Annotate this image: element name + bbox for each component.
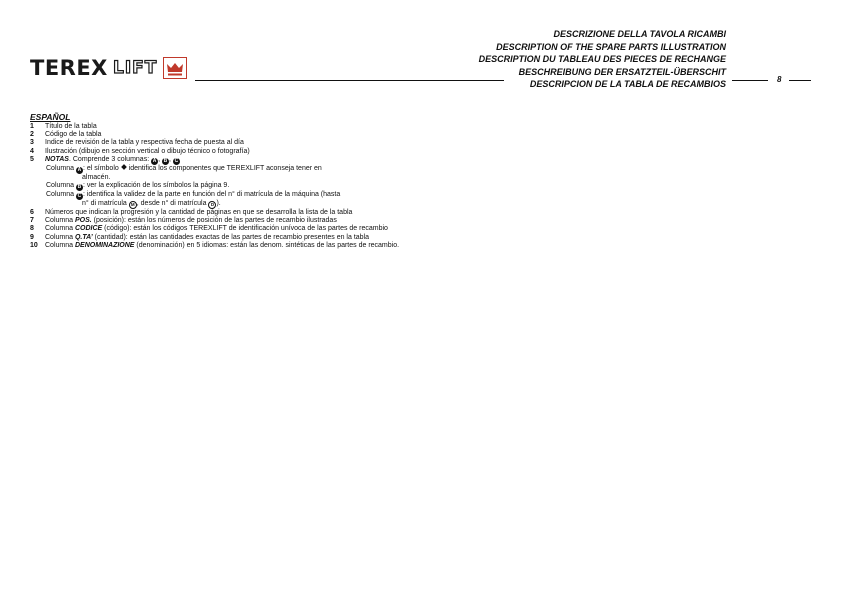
note-col-a-cont: almacén. bbox=[82, 173, 111, 181]
list-item: 6 Números que indican la progresión y la cantidad de páginas en que se desarrolla la lista de la tabla bbox=[30, 209, 353, 217]
list-item: 10 Columna DENOMINAZIONE (denominación) en 5 idiomas: están las denom. sintéticas de las partes de recambio. bbox=[30, 241, 400, 249]
col-a-icon: A bbox=[152, 157, 157, 164]
header-rule-mid bbox=[732, 80, 768, 81]
title-fr: DESCRIPTION DU TABLEAU DES PIECES DE RECHANGE bbox=[478, 54, 726, 64]
header-rule-left bbox=[195, 80, 504, 81]
list-item: 9 Columna Q.TA’ (cantidad): están las cantidades exactas de las partes de recambio presentes en la tabla bbox=[30, 233, 370, 241]
title-it: DESCRIZIONE DELLA TAVOLA RICAMBI bbox=[553, 29, 726, 39]
note-col-c-cont: n° di matrícula M , desde n° di matrícula D ). bbox=[82, 200, 221, 208]
page-number: 8 bbox=[777, 75, 782, 84]
diamond-icon bbox=[121, 164, 127, 170]
list-item: 1 Título de la tabla bbox=[30, 123, 97, 130]
col-b-icon: B bbox=[163, 157, 168, 164]
note-col-b: Columna B : ver la explicación de los símbolos la página 9. bbox=[46, 182, 230, 191]
terexlift-logo bbox=[30, 57, 190, 79]
list-item: 3 Indice de revisión de la tabla y respectiva fecha de puesta al día bbox=[30, 139, 244, 147]
col-c-icon: C bbox=[77, 193, 82, 200]
title-de: BESCHREIBUNG DER ERSATZTEIL-ÜBERSCHIT bbox=[518, 66, 726, 77]
header-rule-right bbox=[789, 80, 811, 81]
matricula-m-icon: M bbox=[129, 201, 137, 209]
page-titles bbox=[479, 28, 726, 91]
col-a-icon: A bbox=[77, 166, 82, 173]
crown-icon bbox=[163, 57, 187, 79]
list-item: 4 Ilustración (dibujo en sección vertical o dibujo técnico o fotografía) bbox=[30, 147, 250, 155]
list-item: 7 Columna POS. (posición): están los números de posición de las partes de recambio ilustradas bbox=[30, 217, 337, 225]
note-col-c: Columna C : identifica la validez de la parte en función del n° di matrícula de la máquina (hasta bbox=[46, 191, 341, 200]
list-item: 5 NOTAS. Comprende 3 columnas: A , B , C bbox=[30, 155, 179, 164]
logo-lift: LIFT bbox=[113, 58, 158, 78]
col-b-icon: B bbox=[77, 184, 82, 191]
logo-word: TEREX bbox=[30, 56, 108, 80]
col-c-icon: C bbox=[174, 157, 179, 164]
list-item: 2 Código de la tabla bbox=[30, 131, 102, 139]
matricula-d-icon: D bbox=[208, 201, 216, 209]
section-heading: ESPAÑOL bbox=[30, 112, 71, 122]
note-col-a: Columna A : el símbolo identifica los componentes que TEREXLIFT aconseja tener en bbox=[46, 164, 322, 173]
list-item: 8 Columna CODICE (código): están los códigos TEREXLIFT de identificación unívoca de las partes de recambio bbox=[30, 225, 388, 233]
legend-content bbox=[30, 113, 416, 250]
title-en: DESCRIPTION OF THE SPARE PARTS ILLUSTRATION bbox=[496, 41, 726, 52]
title-es: DESCRIPCION DE LA TABLA DE RECAMBIOS bbox=[529, 79, 726, 89]
